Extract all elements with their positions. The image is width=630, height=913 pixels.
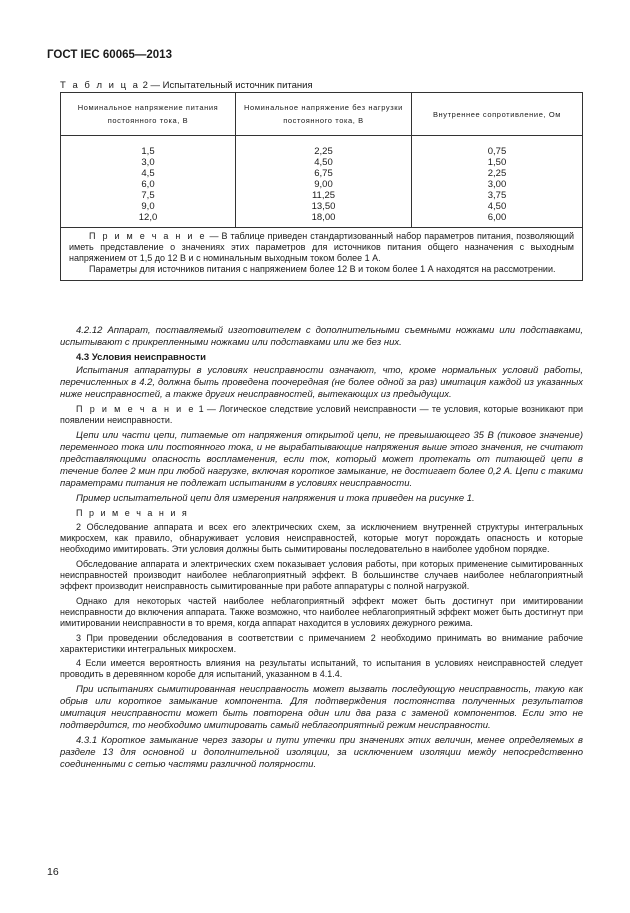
circuits-paragraph: Цепи или части цепи, питаемые от напряжения открытой цепи, не превышающего 35 В (пиковое значение) переменного тока или постоянного тока, и не вырабатывающие напряжения выше этого значения, не считают представляющими опасность воспламенения, если ток, который может протекать от питающей цепи в течение более 2 мин при любой нагрузке, включая короткое замыкание, не достигает более 0,2 А. Цепи с такими параметрами питания не подлежат испытаниям в условиях неисправности. <box>60 429 583 489</box>
section-4-3-heading: 4.3 Условия неисправности <box>76 352 207 363</box>
table-cell: 6,0 <box>141 179 155 190</box>
fault-test-paragraph: Испытания аппаратуры в условиях неисправности означают, что, кроме нормальных условий работы, перечисленных в 4.2, должна быть проведена поочередная (не более одной за раз) имитация каждой из указанных ниже неисправностей, а также других неисправностей, вытекающих из предыдущих. <box>60 365 583 400</box>
table-cell: 6,75 <box>314 168 333 179</box>
table-caption-text: 2 — Испытательный источник питания <box>139 80 313 91</box>
note-1-text: 1 — Логическое следствие условий неисправности — те условия, которые возникают при появлении неисправности. <box>60 404 583 426</box>
table-cell: 4,50 <box>487 201 507 212</box>
table-cell: 4,5 <box>141 168 155 179</box>
header-internal-resistance: Внутреннее сопротивление, Ом <box>432 109 562 119</box>
column-no-load-voltage <box>236 136 412 227</box>
table-caption <box>60 80 313 91</box>
table-note-paragraph-2: Параметры для источников питания с напряжением более 12 В и током более 1 А находятся на рассмотрении. <box>89 264 556 274</box>
table-cell: 6,00 <box>487 212 507 223</box>
table-cell: 7,5 <box>141 190 155 201</box>
note-1-label: П р и м е ч а н и е <box>76 404 196 414</box>
table-cell: 3,0 <box>141 157 155 168</box>
table-cell: 2,25 <box>314 146 333 157</box>
clause-4-2-12-text: 4.2.12 Аппарат, поставляемый изготовителем с дополнительными съемными ножками или подставками, испытывают с прикрепленными ножками или подставками или же без них. <box>60 325 583 348</box>
table-cell: 12,0 <box>138 212 158 223</box>
note-1 <box>60 404 583 427</box>
table-cell: 18,00 <box>311 212 336 223</box>
table-cell: 1,50 <box>487 157 507 168</box>
note-3: 3 При проведении обследования в соответствии с примечанием 2 необходимо принимать во внимание рабочие характеристики интегральных микросхем. <box>60 632 583 654</box>
table-cell: 1,5 <box>141 146 155 157</box>
table-note-paragraph <box>69 231 574 264</box>
note-2-continued-2: Однако для некоторых частей наиболее неблагоприятный эффект может быть достигнут при имитировании неисправности до включения аппарата. Также возможно, что наиболее неблагоприятный эффект может быть достигнут при имитировании неисправности в то время, когда аппарат находится в условиях дежурного режима. <box>60 595 583 629</box>
document-body <box>60 325 583 774</box>
table-note-label: П р и м е ч а н и е <box>89 231 207 241</box>
power-source-table <box>60 92 583 281</box>
clause-4-2-12 <box>60 325 583 349</box>
table-cell: 13,50 <box>311 201 336 212</box>
table-body <box>61 136 582 228</box>
table-cell: 9,0 <box>141 201 155 212</box>
table-caption-label: Т а б л и ц а <box>60 80 140 91</box>
table-header-row <box>61 93 582 136</box>
header-no-load-voltage: Номинальное напряжение без нагрузки постоянного тока, В <box>236 93 412 135</box>
notes-label: П р и м е ч а н и я <box>76 507 189 518</box>
example-paragraph: Пример испытательной цепи для измерения напряжения и тока приведен на рисунке 1. <box>76 492 475 504</box>
table-cell: 11,25 <box>311 190 336 201</box>
table-cell: 0,75 <box>487 146 507 157</box>
note-2-continued: Обследование аппарата и электрических схем показывает условия работы, при которых применение сымитированных неисправностей производит наиболее неблагоприятный эффект. В большинстве случаев наиболее неблагоприятный эффект производит неисправность сымитированные при работе аппаратуры с полной нагрузкой. <box>60 558 583 592</box>
page-number: 16 <box>47 866 59 878</box>
document-header: ГОСТ IEC 60065—2013 <box>47 49 172 61</box>
clause-4-3-1: 4.3.1 Короткое замыкание через зазоры и пути утечки при значениях этих величин, менее определяемых в разделе 13 для основной и дополнительной изоляции, за исключением изоляции между непосредственно соединенными с сетью частями различной полярности. <box>60 734 583 770</box>
note-2: 2 Обследование аппарата и всех его электрических схем, за исключением внутренней структуры интегральных микросхем, как правило, обнаруживает условия неисправностей, которые могут порождать опасность и которые необходимо имитировать. Эти условия должны быть сымитированы последовательно в наиболее удобном порядке. <box>60 521 583 555</box>
note-4: 4 Если имеется вероятность влияния на результаты испытаний, то испытания в условиях неисправностей следует проводить в деревянном коробе для испытаний, указанном в 4.1.4. <box>60 658 583 680</box>
table-note <box>61 228 582 280</box>
table-cell: 9,00 <box>314 179 333 190</box>
column-nominal-voltage <box>61 136 236 227</box>
table-cell: 3,00 <box>487 179 507 190</box>
table-cell: 3,75 <box>487 190 507 201</box>
table-note-text: — В таблице приведен стандартизованный набор параметров питания, позволяющий иметь представление о значениях этих параметров для источников питания общего назначения с выходным напряжением от 1,5 до 12 В и с номинальным выходным током более 1 А. <box>69 231 574 263</box>
table-cell: 2,25 <box>487 168 507 179</box>
simulated-fault-paragraph: При испытаниях сымитированная неисправность может вызвать последующую неисправность, такую как обрыв или короткое замыкание компонента. Для подтверждения постоянства полученных результатов имитация неисправности может быть повторена один или два раза с заменой компонентов. Если это не подтвердится, то необходимо имитировать самый неблагоприятный режим неисправности. <box>60 683 583 731</box>
table-cell: 4,50 <box>314 157 333 168</box>
column-internal-resistance <box>412 136 582 227</box>
header-nominal-voltage: Номинальное напряжение питания постоянного тока, В <box>61 93 236 135</box>
